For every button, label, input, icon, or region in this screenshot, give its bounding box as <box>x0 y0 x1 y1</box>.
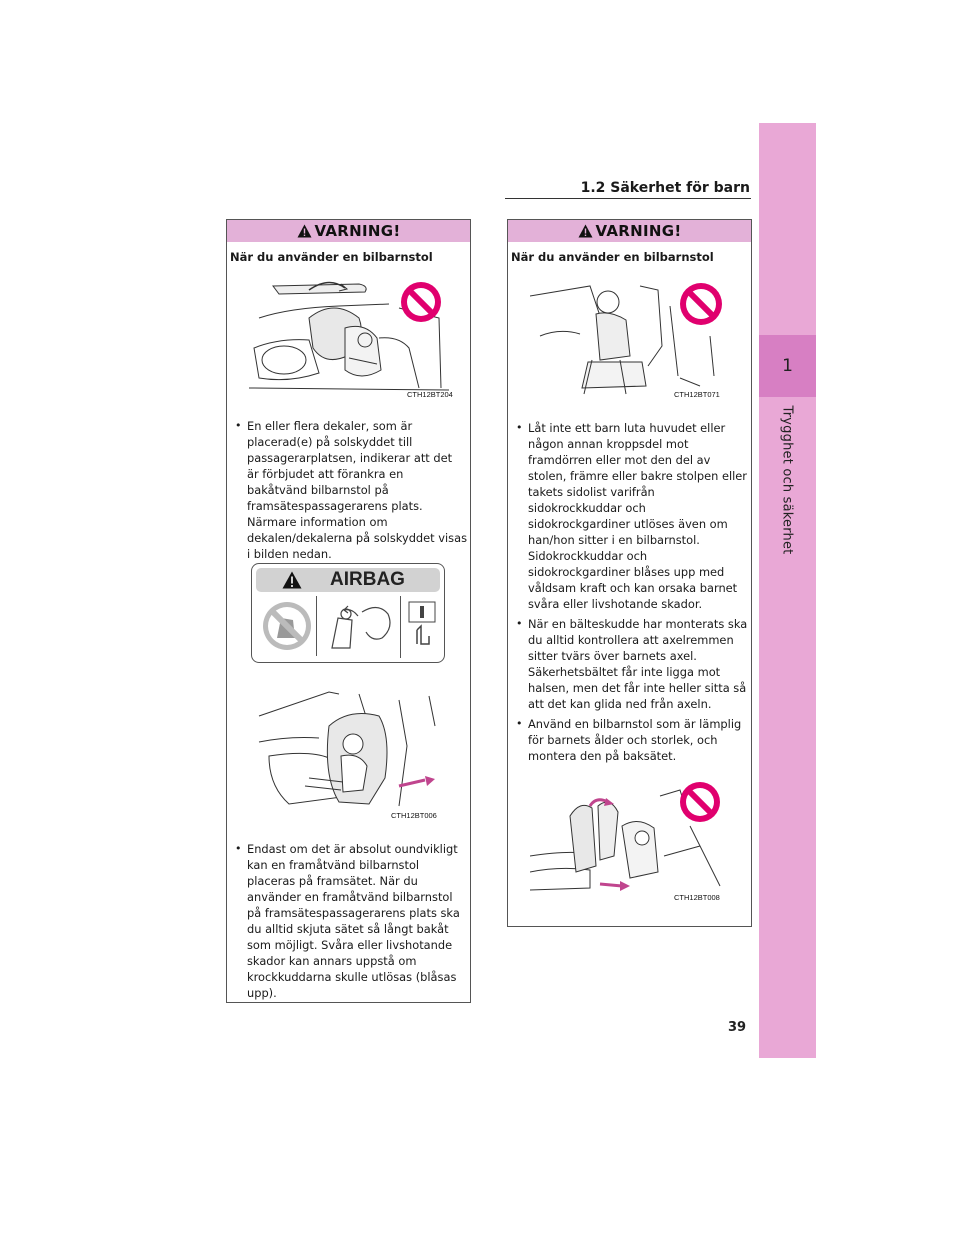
warning-title-bar <box>508 220 751 242</box>
warning-triangle-icon <box>578 224 593 238</box>
bullet-item: • En eller flera dekaler, som är placerad(e) på solskyddet till passagerarplatsen, indikerar att det är förbjudet att förankra en bakåtvänd bilbarnstol på framsätespassagerarens plats. Närmare information om dekalen/dekalerna på solskyddet visas i bilden nedan. <box>231 418 467 562</box>
rear-facing-front-seat-illustration <box>530 776 730 896</box>
bullet-item: • Endast om det är absolut oundvikligt kan en framåtvänd bilbarnstol placeras på framsätet. När du använder en framåtvänd bilbarnstol på framsätespassagerarens plats ska du alltid skjuta sätet så långt bakåt som möjligt. Svåra eller livshotande skador kan annars uppstå om krockkuddarna skulle utlösas (blåsas upp). <box>231 841 467 1001</box>
child-leaning-illustration <box>530 276 730 396</box>
airbag-label-illustration <box>251 563 445 663</box>
warning-box-right <box>507 219 752 927</box>
warning-subtitle: När du använder en bilbarnstol <box>230 250 433 264</box>
image-code: CTH12BT204 <box>407 390 453 399</box>
bullet-list <box>512 420 748 768</box>
chapter-number: 1 <box>782 356 793 376</box>
header-rule <box>505 198 751 199</box>
forward-facing-seat-illustration <box>249 686 449 814</box>
bullet-item: • Låt inte ett barn luta huvudet eller någon annan kroppsdel mot framdörren eller mot den del av stolen, främre eller bakre stolpen eller takets sidolist varifrån sidokrockkuddar och sidokrockgardiner utlöses även om han/hon sitter i en bilbarnstol. Sidokrockkuddar och sidokrockgardiner blåses upp med våldsam kraft och kan orsaka barnet svåra eller livshotande skador. <box>512 420 748 612</box>
warning-subtitle: När du använder en bilbarnstol <box>511 250 714 264</box>
chapter-side-tab <box>759 123 816 1058</box>
warning-title-bar <box>227 220 470 242</box>
warning-title: VARNING! <box>314 222 401 240</box>
warning-box-left <box>226 219 471 1003</box>
bullet-item: • När en bälteskudde har monterats ska du alltid kontrollera att axelremmen sitter tvärs över barnets axel. Säkerhetsbältet får inte ligga mot halsen, men det får inte heller sitta så att det kan glida ned från axeln. <box>512 616 748 712</box>
warning-title: VARNING! <box>595 222 682 240</box>
section-heading: 1.2 Säkerhet för barn <box>580 180 750 196</box>
page-number: 39 <box>728 1020 747 1035</box>
warning-triangle-icon <box>282 571 302 589</box>
image-code: CTH12BT071 <box>674 390 720 399</box>
airbag-deploy-icon <box>322 598 400 656</box>
manual-book-icon <box>407 600 437 652</box>
image-code: CTH12BT006 <box>391 811 437 820</box>
chapter-number-tab <box>759 335 816 397</box>
bullet-item: • Använd en bilbarnstol som är lämplig för barnets ålder och storlek, och montera den på baksätet. <box>512 716 748 764</box>
airbag-label-text: AIRBAG <box>330 569 405 590</box>
image-code: CTH12BT008 <box>674 893 720 902</box>
bullet-list <box>231 418 467 566</box>
warning-triangle-icon <box>297 224 312 238</box>
rear-facing-seat-airbag-illustration <box>249 278 449 398</box>
prohibition-icon <box>259 598 315 654</box>
bullet-list <box>231 841 467 1005</box>
chapter-title: Trygghet och säkerhet <box>779 405 795 555</box>
